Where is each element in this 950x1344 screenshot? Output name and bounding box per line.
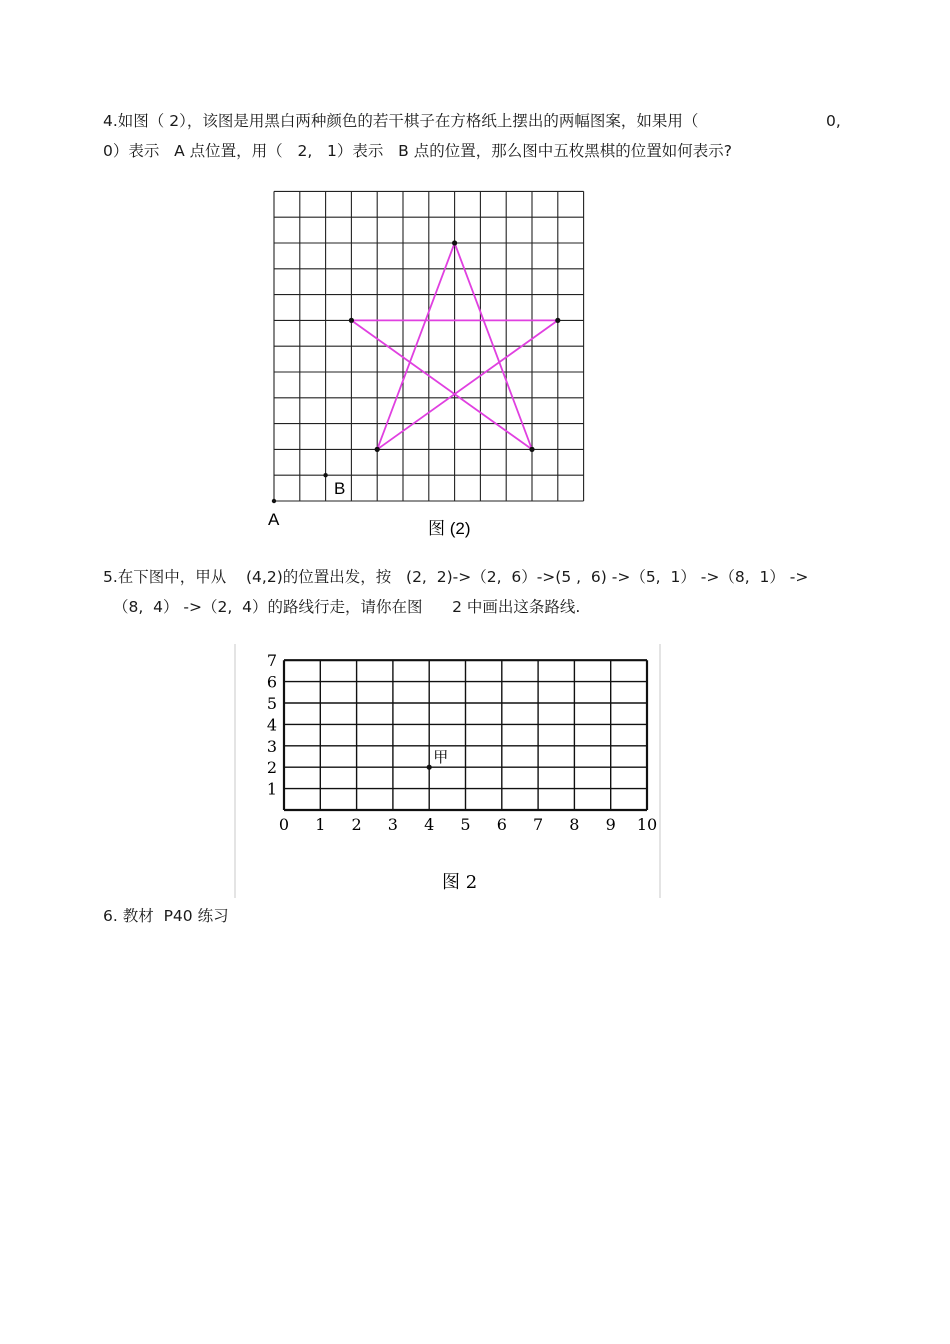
- question-5-line-2: （8, 4） ->（2, 4）的路线行走，请你在图 2 中画出这条路线.: [113, 598, 581, 616]
- x-axis-tick-label: 8: [569, 815, 580, 834]
- figure-star-grid: [250, 180, 610, 550]
- y-axis-tick-label: 7: [266, 651, 278, 671]
- y-axis-tick-label: 5: [266, 694, 278, 713]
- x-axis-tick-label: 2: [351, 815, 362, 834]
- point-a-label: A: [268, 510, 280, 529]
- x-axis-tick-label: 10: [636, 815, 658, 834]
- y-axis-tick-label: 1: [266, 779, 278, 799]
- y-axis-labels: [267, 651, 277, 798]
- star-segment: [351, 320, 532, 449]
- figure-2-caption: 图 2: [442, 872, 478, 893]
- start-point-label: 甲: [433, 748, 449, 767]
- black-stone-point: [452, 240, 457, 245]
- black-stone-point: [529, 447, 534, 452]
- question-4-line-2: 0）表示 A 点位置，用（ 2, 1）表示 B 点的位置，那么图中五枚黑棋的位置如何表示?: [103, 142, 732, 160]
- star-segment: [377, 320, 558, 449]
- y-axis-tick-label: 6: [266, 672, 278, 692]
- question-4-line-1: 4.如图（ 2），该图是用黑白两种颜色的若干棋子在方格纸上摆出的两幅图案，如果用（: [103, 112, 699, 130]
- point-b-marker: [323, 473, 327, 477]
- figure-1-caption: 图 (2): [428, 519, 471, 538]
- point-a-marker: [272, 499, 276, 503]
- question-4-line-1-end: 0,: [826, 112, 841, 130]
- start-point-marker: [427, 765, 432, 770]
- x-axis-tick-label: 3: [387, 815, 398, 834]
- route-grid-lines: [284, 660, 647, 810]
- black-stone-point: [375, 447, 380, 452]
- x-axis-tick-label: 5: [460, 815, 471, 834]
- point-b-label: B: [334, 479, 346, 498]
- black-stone-point: [555, 318, 560, 323]
- x-axis-tick-label: 7: [533, 815, 544, 834]
- x-axis-tick-label: 0: [278, 815, 290, 834]
- x-axis-labels: [279, 815, 657, 834]
- y-axis-tick-label: 2: [266, 758, 278, 778]
- black-stone-point: [349, 318, 354, 323]
- x-axis-tick-label: 4: [424, 815, 435, 834]
- question-6-text: 6. 教材 P40 练习: [103, 907, 229, 925]
- x-axis-tick-label: 1: [315, 815, 326, 834]
- star-grid-lines: [274, 191, 584, 501]
- y-axis-tick-label: 3: [266, 736, 278, 756]
- y-axis-tick-label: 4: [266, 715, 278, 735]
- x-axis-tick-label: 9: [605, 815, 616, 834]
- question-5-line-1: 5.在下图中，甲从 (4,2)的位置出发，按 (2, 2)->（2, 6）->(5 , 6) ->（5, 1） ->（8, 1） ->: [103, 568, 809, 586]
- figure-route-grid: [232, 642, 662, 900]
- x-axis-tick-label: 6: [496, 815, 507, 834]
